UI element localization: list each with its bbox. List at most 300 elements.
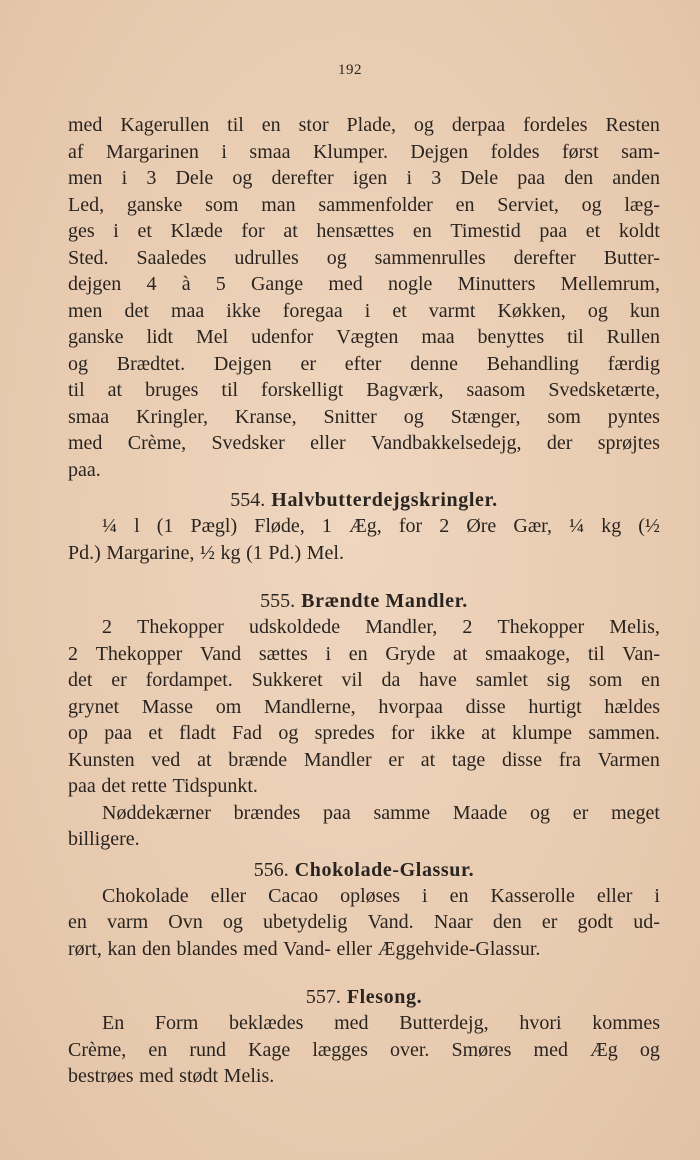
word: 3 <box>431 167 442 189</box>
word: fordeles <box>523 114 588 136</box>
recipe-title: Flesong. <box>346 986 423 1008</box>
text-line <box>68 936 660 963</box>
word: til <box>221 379 239 401</box>
word: hurtigt <box>528 695 582 718</box>
word: op <box>68 722 88 744</box>
word: sig <box>546 669 571 691</box>
word: disse <box>501 748 542 771</box>
word: for <box>241 220 265 242</box>
word: Stænger, <box>450 405 521 428</box>
word: Dele <box>175 167 214 189</box>
text-line <box>68 218 660 245</box>
word: Kringler, <box>136 405 208 428</box>
word: 1 <box>321 515 332 537</box>
word: ganske <box>126 193 183 216</box>
text-line <box>68 909 660 936</box>
word: til <box>587 642 605 665</box>
word: som <box>588 669 623 691</box>
word: og <box>530 801 551 824</box>
word: meget <box>611 801 660 824</box>
word: 3 <box>146 167 157 189</box>
word: sammenrulles <box>374 246 486 269</box>
word: varmt <box>428 299 476 322</box>
word: paa. <box>68 458 101 481</box>
word: og <box>68 352 88 375</box>
word: at <box>453 642 468 665</box>
text-line <box>68 641 660 668</box>
word: eller <box>336 937 373 960</box>
word: (1 <box>156 515 174 537</box>
recipe-body <box>68 883 660 963</box>
word: rørt, <box>68 937 102 960</box>
word: man <box>261 193 296 216</box>
word: læg- <box>624 193 660 216</box>
word: og <box>222 911 243 933</box>
word: varm <box>107 911 149 933</box>
word: grynet <box>68 695 120 718</box>
word: Kranse, <box>234 405 297 428</box>
word: Svedsker <box>211 432 285 454</box>
recipe-section <box>68 483 660 566</box>
word: en <box>148 1038 168 1061</box>
word: Vand. <box>367 911 414 933</box>
recipe-body <box>68 1010 660 1090</box>
recipe-section <box>68 566 660 853</box>
word: smaa <box>249 140 291 163</box>
word: En <box>102 1012 125 1034</box>
word: maa <box>421 326 455 348</box>
word: og <box>232 167 253 189</box>
word: Dele <box>460 167 499 189</box>
text-line <box>68 112 660 139</box>
word: for <box>390 722 415 744</box>
word: er <box>111 669 127 691</box>
word: anden <box>612 167 660 189</box>
word: denne <box>410 352 458 375</box>
word: l <box>134 515 140 537</box>
word: paa <box>517 167 546 189</box>
word: ikke <box>226 299 261 322</box>
text-line <box>68 747 660 774</box>
recipe-section <box>68 962 660 1090</box>
word: Margarinen <box>106 140 199 163</box>
word: Smøres <box>451 1038 512 1061</box>
word: i <box>221 140 227 163</box>
word: der <box>546 432 573 454</box>
word: bestrøes <box>68 1065 134 1087</box>
word: Brædtet. <box>116 352 186 375</box>
word: en <box>261 114 281 136</box>
word: er <box>388 748 404 771</box>
word: Vægten <box>336 326 399 348</box>
word: først <box>561 140 599 163</box>
word: Pægl) <box>190 515 238 537</box>
recipe-body <box>68 614 660 853</box>
word: bruges <box>145 379 199 401</box>
word: eller <box>596 884 633 907</box>
word: Cacao <box>268 884 319 907</box>
text-line <box>68 1063 660 1090</box>
word: saasom <box>466 379 526 401</box>
word: til <box>227 114 244 136</box>
word: et <box>585 220 601 242</box>
word: det <box>124 299 149 322</box>
word: samme <box>373 801 431 824</box>
word: og <box>581 193 602 216</box>
word: at <box>420 748 436 771</box>
word: smaakoge, <box>485 642 571 665</box>
word: stor <box>298 114 329 136</box>
word: et <box>392 299 407 322</box>
word: Mellemrum, <box>560 273 660 295</box>
word: til <box>68 379 85 401</box>
word: sammenfolder <box>318 193 433 216</box>
word: som <box>547 405 581 428</box>
word: med <box>68 432 103 454</box>
word: Saaledes <box>136 246 207 269</box>
word: Køkken, <box>497 299 566 322</box>
word: kun <box>629 299 660 322</box>
word: Snitter <box>323 405 377 428</box>
word: Nøddekærner <box>102 801 211 824</box>
word: ved <box>151 748 181 771</box>
word: til <box>567 326 584 348</box>
text-line <box>68 245 660 272</box>
word: Crème, <box>68 1038 127 1061</box>
word: hensættes <box>316 220 395 242</box>
text-line <box>68 667 660 694</box>
word: i <box>325 642 332 665</box>
word: en <box>641 669 660 691</box>
word: som <box>205 193 239 216</box>
word: et <box>148 722 163 744</box>
word: eller <box>210 884 247 907</box>
word: benyttes <box>477 326 545 348</box>
text-line <box>68 351 660 378</box>
word: Melis, <box>609 616 660 638</box>
recipe-number: 556. <box>253 858 289 881</box>
text-line <box>68 192 660 219</box>
word: med <box>139 1065 174 1087</box>
word: og <box>587 299 608 322</box>
word: Vand- <box>283 937 331 960</box>
word: Æg <box>590 1038 618 1061</box>
text-line <box>68 826 660 853</box>
word: 5 <box>215 273 226 295</box>
word: 2 <box>462 616 473 638</box>
word: er <box>300 352 316 375</box>
word: den <box>492 911 522 933</box>
word: Van- <box>622 642 660 665</box>
word: den <box>141 937 171 960</box>
word: hvori <box>519 1012 562 1034</box>
word: i <box>364 299 371 322</box>
word: om <box>215 695 242 718</box>
word: kan <box>107 937 137 960</box>
word: pyntes <box>607 405 660 428</box>
text-line <box>68 694 660 721</box>
text-line <box>68 165 660 192</box>
word: Serviet, <box>497 193 559 216</box>
word: i <box>113 220 119 242</box>
word: med <box>68 114 103 136</box>
text-line <box>68 773 660 800</box>
word: sam- <box>621 140 660 163</box>
text-line <box>68 513 660 540</box>
word: ges <box>68 220 95 242</box>
word: hældes <box>604 695 660 718</box>
word: Plade, <box>346 114 396 136</box>
word: Behandling <box>486 352 579 375</box>
word: for <box>398 515 423 537</box>
text-line <box>68 271 660 298</box>
word: en <box>455 193 475 216</box>
word: og <box>326 246 347 269</box>
word: rund <box>189 1038 226 1061</box>
word: igen <box>352 167 388 189</box>
word: Minutters <box>457 273 536 295</box>
word: koldt <box>618 220 660 242</box>
word: ganske <box>68 326 124 348</box>
recipe-title: Brændte Mandler. <box>301 590 468 612</box>
word: det <box>68 669 93 691</box>
word: Kage <box>248 1038 291 1061</box>
word: ½ <box>199 541 215 564</box>
word: blandes <box>176 937 238 960</box>
word: kg <box>601 515 622 537</box>
word: Gryde <box>385 642 436 665</box>
word: Gær, <box>513 515 553 537</box>
word: paa <box>323 801 351 824</box>
word: Kagerullen <box>120 114 210 136</box>
word: Æggehvide-Glassur. <box>377 937 541 960</box>
word: at <box>481 722 496 744</box>
word: Fløde, <box>254 515 305 537</box>
word: brændes <box>233 801 301 824</box>
word: stødt <box>179 1065 219 1087</box>
text-line <box>68 457 660 484</box>
word: den <box>564 167 594 189</box>
word: at <box>107 379 123 401</box>
word: samlet <box>475 669 528 691</box>
word: paa <box>68 775 96 797</box>
recipe-section <box>68 853 660 963</box>
word: Pd.) <box>268 541 302 564</box>
word: Vand <box>200 642 242 665</box>
text-line <box>68 377 660 404</box>
recipe-number: 555. <box>260 590 296 612</box>
word: Mandler, <box>365 616 438 638</box>
word: Sted. <box>68 246 109 269</box>
text-line <box>68 404 660 431</box>
word: sammen. <box>588 722 660 744</box>
word: derefter <box>513 246 576 269</box>
word: Varmen <box>597 748 660 771</box>
word: ¼ <box>102 515 117 537</box>
word: Æg, <box>348 515 382 537</box>
word: disse <box>465 695 506 718</box>
word: en <box>348 642 368 665</box>
word: kommes <box>592 1012 660 1034</box>
word: Fad <box>232 722 263 744</box>
word: spredes <box>314 722 375 744</box>
word: Kasserolle <box>490 884 575 907</box>
word: over. <box>389 1038 430 1061</box>
word: Melis. <box>223 1065 275 1087</box>
word: og <box>403 405 424 428</box>
word: lægges <box>312 1038 368 1061</box>
word: Thekopper <box>497 616 585 638</box>
word: dejgen <box>68 273 122 295</box>
word: Margarine, <box>106 541 195 564</box>
word: foregaa <box>282 299 343 322</box>
page-number: 192 <box>338 62 362 78</box>
word: à <box>181 273 191 295</box>
word: rette <box>131 775 167 797</box>
word: i <box>406 167 413 189</box>
word: udskoldede <box>248 616 341 638</box>
recipe-number: 554. <box>230 489 266 511</box>
word: 2 <box>102 616 112 638</box>
word: med <box>533 1038 568 1061</box>
intro-paragraph <box>68 112 660 483</box>
word: sættes <box>258 642 308 665</box>
word: det <box>101 775 126 797</box>
word: Mandlerne, <box>264 695 356 718</box>
word: kg <box>220 541 241 564</box>
word: godt <box>577 911 614 933</box>
word: Kunsten <box>68 748 135 771</box>
word: 4 <box>146 273 157 295</box>
word: Sukkeret <box>251 669 323 691</box>
word: brænde <box>228 748 288 771</box>
word: hvorpaa <box>378 695 443 718</box>
text-line <box>68 540 660 567</box>
word: Dejgen <box>213 352 272 375</box>
text-line <box>68 1037 660 1064</box>
word: Dejgen <box>410 140 469 163</box>
word: paa <box>104 722 133 744</box>
word: et <box>137 220 152 242</box>
word: eller <box>310 432 346 454</box>
word: Butter- <box>603 246 660 269</box>
word: at <box>283 220 298 242</box>
word: Klumper. <box>312 140 388 163</box>
word: efter <box>344 352 382 375</box>
word: med <box>334 1012 369 1034</box>
word: Rullen <box>606 326 660 348</box>
word: at <box>197 748 212 771</box>
text-line <box>68 614 660 641</box>
word: Maade <box>452 801 508 824</box>
word: med <box>328 273 363 295</box>
recipe-heading <box>68 487 660 513</box>
word: Klæde <box>170 220 223 242</box>
text-line <box>68 430 660 457</box>
text-line <box>68 1010 660 1037</box>
word: billigere. <box>68 828 140 850</box>
word: (1 <box>246 541 263 564</box>
word: udrulles <box>234 246 299 269</box>
word: ¼ <box>569 515 585 537</box>
word: maa <box>170 299 205 322</box>
word: i <box>121 167 128 189</box>
word: fra <box>558 748 581 771</box>
word: smaa <box>68 405 110 428</box>
word: Chokolade <box>102 884 189 907</box>
word: sprøjtes <box>597 432 660 454</box>
word: foldes <box>490 140 540 163</box>
word: men <box>68 167 103 189</box>
word: nogle <box>387 273 433 295</box>
word: i <box>422 884 428 907</box>
word: en <box>412 220 432 242</box>
word: færdig <box>607 352 660 375</box>
word: er <box>572 801 589 824</box>
word: vil <box>341 669 363 691</box>
word: udenfor <box>251 326 314 348</box>
word: opløses <box>340 884 401 907</box>
word: klumpe <box>512 722 573 744</box>
word: Mandler <box>303 748 372 771</box>
word: en <box>68 911 87 933</box>
word: 2 <box>439 515 450 537</box>
word: paa <box>539 220 568 242</box>
word: af <box>68 140 84 163</box>
word: Mel <box>196 326 229 348</box>
word: men <box>68 299 103 322</box>
text-line <box>68 720 660 747</box>
page-body <box>68 112 660 1090</box>
text-line <box>68 298 660 325</box>
word: derpaa <box>451 114 506 136</box>
word: lidt <box>146 326 174 348</box>
word: Øre <box>466 515 497 537</box>
word: en <box>449 884 469 907</box>
word: (½ <box>638 515 660 537</box>
word: tage <box>451 748 486 771</box>
word: og <box>639 1038 660 1061</box>
word: have <box>419 669 457 691</box>
word: i <box>654 884 660 907</box>
word: Mel. <box>306 541 344 564</box>
word: ubetydelig <box>263 911 348 933</box>
word: Form <box>154 1012 199 1034</box>
text-line <box>68 139 660 166</box>
text-line <box>68 800 660 827</box>
word: Svedsketærte, <box>548 379 660 401</box>
word: derefter <box>271 167 334 189</box>
word: Vandbakkelsedejg, <box>370 432 522 454</box>
word: da <box>381 669 401 691</box>
text-line <box>68 883 660 910</box>
word: Crème, <box>127 432 187 454</box>
word: Naar <box>433 911 473 933</box>
word: og <box>413 114 434 136</box>
word: fordampet. <box>145 669 233 691</box>
word: er <box>541 911 558 933</box>
word: Pd.) <box>68 541 101 564</box>
word: fladt <box>179 722 216 744</box>
word: Masse <box>141 695 193 718</box>
recipe-body <box>68 513 660 566</box>
text-line <box>68 324 660 351</box>
recipe-heading <box>68 857 660 883</box>
word: forskelligt <box>261 379 344 401</box>
word: Bagværk, <box>366 379 444 401</box>
word: Timestid <box>450 220 521 242</box>
word: ud- <box>633 911 660 933</box>
